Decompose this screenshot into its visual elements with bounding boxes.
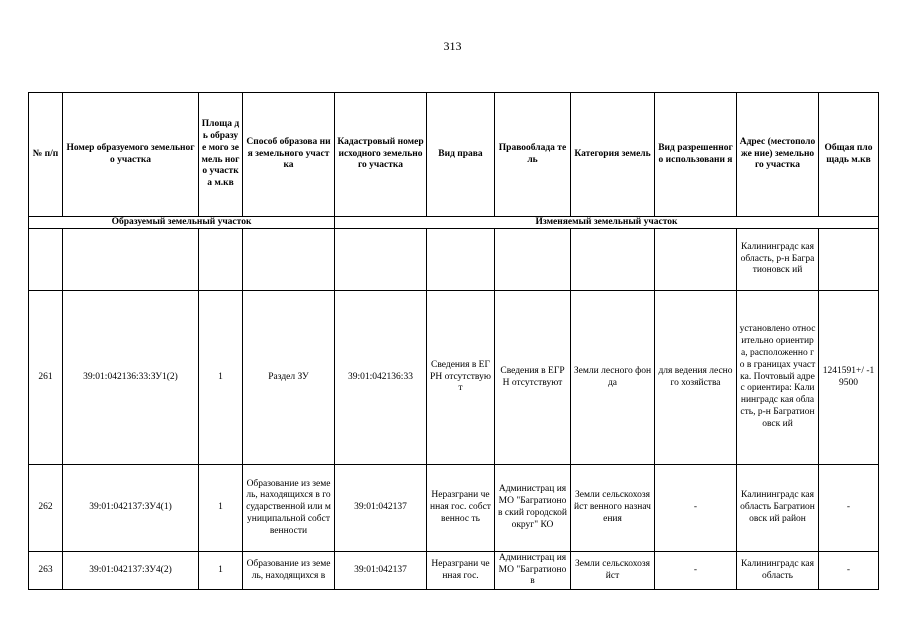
header-total: Общая площадь м.кв [819,93,879,217]
cell-address: Калининградс кая область, р-н Багратионовск ий [737,229,819,291]
cell-number: 39:01:042136:33:ЗУ1(2) [63,291,199,465]
cell-total [819,229,879,291]
cell-number: 39:01:042137:ЗУ4(1) [63,465,199,552]
cell-area [199,229,243,291]
page-number: 313 [443,39,462,53]
cell-total: 1241591+/ -19500 [819,291,879,465]
cell-right [427,229,495,291]
cell-area: 1 [199,291,243,465]
header-cadastral: Кадастровый номер исходного земельного участка [335,93,427,217]
cell-method: Раздел ЗУ [243,291,335,465]
header-num: № п/п [29,93,63,217]
land-plots-table [28,92,879,590]
cell-num: 263 [29,552,63,590]
cell-usage: - [655,465,737,552]
cell-holder: Администрац ия МО "Багратионов ский городской округ" КО [495,465,571,552]
cell-cadastral [335,229,427,291]
header-number: Номер образуемого земельного участка [63,93,199,217]
cell-total: - [819,552,879,590]
cell-category: Земли сельскохозяйст венного назначения [571,465,655,552]
cell-method [243,229,335,291]
cell-number: 39:01:042137:ЗУ4(2) [63,552,199,590]
header-area: Площа дь образу е мого земель ного участк а м.кв [199,93,243,217]
section-formed: Образуемый земельный участок [29,217,335,229]
header-right: Вид права [427,93,495,217]
cell-area: 1 [199,552,243,590]
cell-total: - [819,465,879,552]
cell-right: Сведения в ЕГРН отсутствую т [427,291,495,465]
cell-right: Неразграни ченная гос. [427,552,495,590]
cell-area: 1 [199,465,243,552]
cell-num: 261 [29,291,63,465]
header-usage: Вид разрешенного использовани я [655,93,737,217]
cell-cadastral: 39:01:042136:33 [335,291,427,465]
header-category: Категория земель [571,93,655,217]
section-changed: Изменяемый земельный участок [335,217,879,229]
header-holder: Правооблада тель [495,93,571,217]
cell-cadastral: 39:01:042137 [335,552,427,590]
cell-address: установлено относительно ориентира, расположенно го в границах участка. Почтовый адрес ориентира: Калининградс кая область, р-н Багратионовск ий [737,291,819,465]
cell-address: Калининградс кая область Багратионовск ий район [737,465,819,552]
cell-usage: для ведения лесного хозяйства [655,291,737,465]
cell-cadastral: 39:01:042137 [335,465,427,552]
header-address: Адрес (местоположе ние) земельного участка [737,93,819,217]
section-row [29,217,879,229]
cell-holder: Сведения в ЕГРН отсутствуют [495,291,571,465]
cell-holder [495,229,571,291]
cell-number [63,229,199,291]
cell-method: Образование из земель, находящихся в [243,552,335,590]
header-row [29,93,879,217]
cell-method: Образование из земель, находящихся в государственной или муниципальной собственности [243,465,335,552]
cell-num: 262 [29,465,63,552]
cell-category [571,229,655,291]
table-row [29,552,879,590]
table-row [29,291,879,465]
cell-category: Земли сельскохозяйст [571,552,655,590]
cell-num [29,229,63,291]
table-row [29,465,879,552]
cell-usage [655,229,737,291]
cell-right: Неразграни ченная гос. собственнос ть [427,465,495,552]
cell-usage: - [655,552,737,590]
cell-category: Земли лесного фонда [571,291,655,465]
cell-address: Калининградс кая область [737,552,819,590]
cell-holder: Администрац ия МО "Багратионов [495,552,571,590]
table-row [29,229,879,291]
header-method: Способ образова ния земельного участка [243,93,335,217]
